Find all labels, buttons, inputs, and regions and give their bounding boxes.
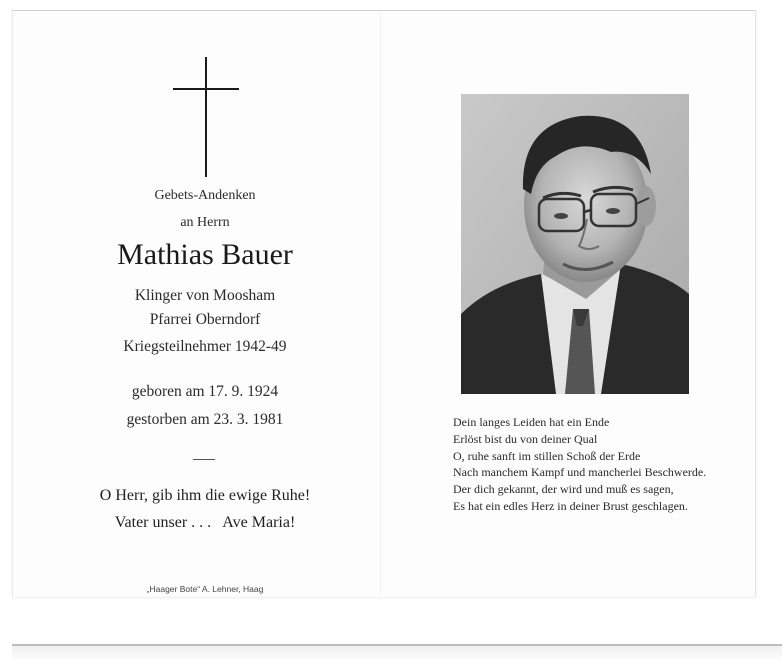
header-line-2: an Herrn — [180, 215, 230, 230]
poem-line: O, ruhe sanft im stillen Schoß der Erde — [453, 448, 641, 463]
portrait-illustration — [461, 94, 689, 394]
memorial-poem — [453, 414, 753, 515]
detail-line-1: Klinger von Moosham — [134, 287, 276, 304]
detail-line-3: Kriegsteilnehmer 1942-49 — [123, 338, 287, 355]
second-card-edge-shadow — [12, 646, 782, 662]
card-fold — [380, 10, 381, 596]
printer-credit: „Haager Bote“ A. Lehner, Haag — [146, 584, 264, 594]
poem-line: Dein langes Leiden hat ein Ende — [453, 415, 610, 429]
cross-icon — [205, 57, 207, 177]
header-line-1: Gebets-Andenken — [154, 188, 256, 203]
cross-icon-bar — [173, 88, 239, 90]
prayer-line-1: O Herr, gib ihm die ewige Ruhe! — [99, 487, 311, 504]
death-date: gestorben am 23. 3. 1981 — [126, 411, 284, 428]
divider — [193, 459, 215, 460]
poem-line: Der dich gekannt, der wird und muß es sagen, — [453, 482, 674, 497]
portrait-photo — [461, 94, 689, 394]
deceased-name: Mathias Bauer — [117, 238, 293, 271]
birth-date: geboren am 17. 9. 1924 — [131, 383, 279, 400]
poem-line: Es hat ein edles Herz in deiner Brust geschlagen. — [453, 498, 688, 513]
poem-line: Nach manchem Kampf und mancherlei Beschwerde. — [453, 465, 707, 480]
prayer-line-2: Vater unser . . . Ave Maria! — [114, 514, 296, 531]
detail-line-2: Pfarrei Oberndorf — [149, 311, 261, 328]
poem-line: Erlöst bist du von deiner Qual — [453, 431, 598, 446]
